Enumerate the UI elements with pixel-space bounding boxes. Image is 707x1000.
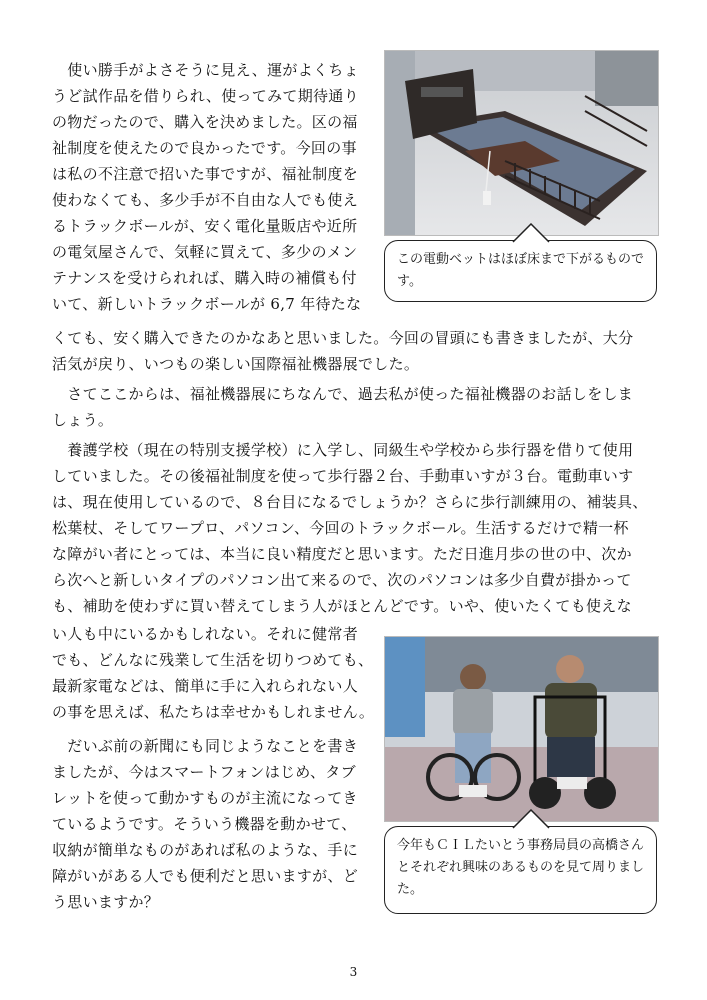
body-line: 松葉杖、そしてワープロ、パソコン、今回のトラックボール。生活するだけで精一杯: [52, 519, 629, 537]
body-line: しょう。: [52, 411, 114, 429]
caption-text: この電動ベットはほぼ床まで下がるものです。: [397, 252, 645, 289]
body-line: は私の不注意で招いた事ですが、福祉制度を: [52, 165, 359, 183]
electric-bed-illustration: [385, 51, 658, 235]
body-line: くても、安く購入できたのかなあと思いました。今回の冒頭にも書きましたが、大分: [52, 329, 634, 347]
callout-pointer-icon: [511, 223, 551, 243]
body-line: していました。その後福祉制度を使って歩行器２台、手動車いすが３台。電動車いす: [52, 467, 634, 485]
body-line: の事を思えば、私たちは幸せかもしれません。: [52, 703, 375, 721]
body-line: 収納が簡単なものがあれば私のような、手に: [52, 841, 359, 859]
body-line: でも、どんなに残業して生活を切りつめても、: [52, 651, 374, 669]
body-line: 使い勝手がよさそうに見え、運がよくちょ: [52, 61, 359, 79]
body-line: 最新家電などは、簡単に手に入れられない人: [52, 677, 359, 695]
body-line: ましたが、今はスマートフォンはじめ、タブ: [52, 763, 356, 781]
body-line: ているようです。そういう機器を動かせて、: [52, 815, 357, 833]
electric-bed-photo: [384, 50, 659, 236]
caption-text: 今年もＣＩＬたいとう事務局員の高橋さんとそれぞれ興味のあるものを見て周りました。: [397, 838, 645, 897]
body-line: 障がいがある人でも便利だと思いますが、ど: [52, 867, 359, 885]
caption-callout-bed: [384, 240, 657, 302]
body-line: い人も中にいるかもしれない。それに健常者: [52, 625, 359, 643]
page-number: 3: [349, 965, 358, 979]
body-line: レットを使って動かすものが主流になってき: [52, 789, 358, 807]
body-line: さてここからは、福祉機器展にちなんで、過去私が使った福祉機器のお話しをしま: [52, 385, 634, 403]
body-line: テナンスを受けられれば、購入時の補償も付: [52, 269, 357, 287]
caption-callout-people: [384, 826, 657, 914]
body-line: 活気が戻り、いつもの楽しい国際福祉機器展でした。: [52, 355, 420, 373]
body-line: いて、新しいトラックボールが 6,7 年待たな: [52, 295, 362, 313]
body-line: の物だったので、購入を決めました。区の福: [52, 113, 358, 131]
wheelchair-users-photo: [384, 636, 659, 822]
body-line: だいぶ前の新聞にも同じようなことを書き: [52, 737, 359, 755]
body-line: は、現在使用しているので、８台目になるでしょうか？さらに歩行訓練用の、補装具、: [52, 493, 648, 511]
body-line: う思いますか？: [52, 893, 160, 911]
body-line: な障がい者にとっては、本当に良い精度だと思います。ただ日進月歩の世の中、次か: [52, 545, 632, 563]
body-line: るトラックボールが、安く電化量販店や近所: [52, 217, 358, 235]
body-line: 祉制度を使えたので良かったです。今回の事: [52, 139, 357, 157]
body-line: うど試作品を借りられ、使ってみて期待通り: [52, 87, 359, 105]
body-line: 使わなくても、多少手が不自由な人でも使え: [52, 191, 359, 209]
body-line: の電気屋さんで、気軽に買えて、多少のメン: [52, 243, 358, 261]
callout-pointer-icon: [511, 809, 551, 829]
body-line: 養護学校（現在の特別支援学校）に入学し、同級生や学校から歩行器を借りて使用: [52, 441, 634, 459]
body-line: も、補助を使わずに買い替えてしまう人がほとんどです。いや、使いたくても使えな: [52, 597, 632, 615]
wheelchair-users-illustration: [385, 637, 658, 821]
body-line: ら次へと新しいタイプのパソコン出て来るので、次のパソコンは多少自費が掛かって: [52, 571, 632, 589]
